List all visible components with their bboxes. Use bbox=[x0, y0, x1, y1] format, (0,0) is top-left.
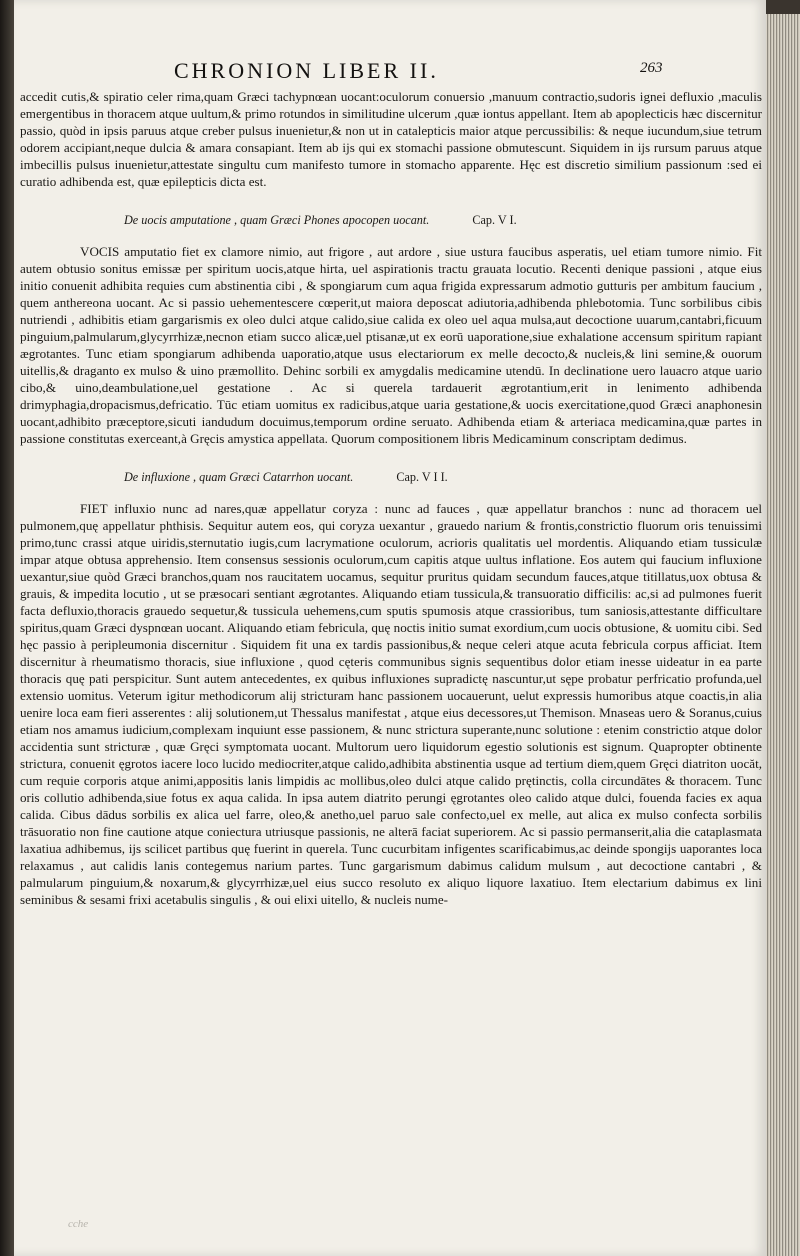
scan-border-left bbox=[0, 0, 14, 1256]
book-page-edges bbox=[766, 0, 800, 1256]
running-head-title: CHRONION LIBER II. bbox=[174, 58, 439, 83]
running-head bbox=[14, 58, 766, 88]
text-block bbox=[20, 88, 762, 908]
chapter-6-text: VOCIS amputatio fiet ex clamore nimio, aut frigore , aut ardore , siue ustura faucibus asperatis, uel etiam tumore nimio. Fit autem obtusio sonitus emissæ per spiritum uocis,atque hirta, uel aspirationis tractu grauata locutio. Recenti denique passioni , atque eius initio conuenit adhibita requies cum abstinentia cibi , & spongiarum cum aqua frigida expressarum admotio gutturis per ambitum faucium , quem anthereona uocant. Ac si passio uehementescere cœperit,ut maiora deposcat adiutoria,adhibenda phlebotomia. Tunc sorbilibus cibis nutriendi , adhibitis etiam gargarismis ex oleo dulci atque calido,siue calida ex oleo uel aqua mulsa,aut decoctione uuarum,cantabri,ficuum pinguium,palmularum,glycyrrhizæ,necnon etiam succo alicæ,uel ptisanæ,ut ex eorū uaporatione,siue exhalatione accensum spiritum rapiant ægrotantes. Tunc etiam spongiarum adhibenda uaporatio,atque usus electariorum ex melle decocto,& nucleis,& lini semine,& ouorum uitellis,& draganto ex mulso & uino præmollito. Dehinc sorbili ex amygdalis medicamine utendū. In declinatione uero lauacro atque uario cibo,& uino,deambulatione,uel gestatione . Ac si querela tardauerit ægrotantium,erit in lenimento adhibenda drimyphagia,dropacismus,defricatio. Tūc etiam uomitus ex radicibus,atque uaria gestatione,& uocis exercitatione,quod Græci anaphonesin uocant,adhibito præceptore,sicuti iandudum docuimus,temporum ordine seruato. Adhibenda etiam & arteriaca medicamina,quæ partes in passione constitutas exerceant,à Gręcis amystica appellata. Quorum compositionem libris Medicaminum conscriptam dedimus. bbox=[20, 244, 762, 446]
chapter-6-title: De uocis amputatione , quam Græci Phones apocopen uocant. bbox=[124, 213, 430, 227]
chapter-7-text: FIET influxio nunc ad nares,quæ appellatur coryza : nunc ad fauces , quæ appellatur branchos : nunc ad thoracem uel pulmonem,quę appellatur phthisis. Sequitur autem eos, qui coryza uexantur , grauedo narium & frontis,constrictio fluorum oris tenuissimi primo,tunc crassi atque uiridis,sternutatio iugis,cum lacrymatione oculorum, acrioris qualitatis uel mordentis. Aliquando etiam tussiculæ impar atque obtusa apprehensio. Item consensus sessionis oculorum,cum capitis atque uultus inflatione. Eos autem qui faucium influxione uexantur,siue quòd Græci branchos,quam nos raucitatem uocamus, sequitur pruritus quidam secundum fauces,atque titillatus,uox obtusa & grauis, & impedita locutio , ut se præsocari sentiant ægrotantes. Aliquando etiam tussicula,& transuoratio difficilis: ac,si ad pulmones fuerit facta defluxio,thoracis grauedo sequetur,& tussicula uehemens,cum sputis spumosis atque crassioribus, tum saniosis,attestante difficultare spiritus,quam Græci dyspnœan uocant. Aliquando etiam febricula, quę noctis initio sumat exordium,cum uocis obtusione, & uomitu cibi. Sed hęc passio à peripleumonia discernitur . Siquidem fit una ex tardis passionibus,& neque celeri atque acuta febricula corpus afficiat. Item discernitur à rheumatismo thoracis, siue influxione , quod cęteris communibus signis sequentibus dolor etiam inesse uideatur in ea parte thoracis quę pati perspicitur. Sunt autem antecedentes, ex quibus influxiones supradictę nascuntur,ut sępe probatur perfricatio profunda,uel extensio uomitus. Veterum igitur methodicorum alij stricturam hanc passionem uocauerunt, uelut expressis humoribus atque coactis,in alia uenire loca eam fieri asserentes : alij solutionem,ut Thessalus manifestat , atque eius decessores,ut Themison. Mnaseas uero & Soranus,cuius etiam nos amamus iudicium,complexam inquiunt esse passionem, & nunc strictura superante,nunc solutione : etenim constrictio atque dolor accidentia sunt stricturæ , quæ Gręci symptomata uocant. Multorum uero liquidorum egestio solutionis est signum. Quapropter obtinente strictura, conuenit ęgrotos iacere loco lucido mediocriter,atque calido,adhibita abstinentia usque ad tertium diem,quem Gręci diatriton uocăt, cum requie corporis atque animi,appositis lanis limpidis ac mollibus,oleo dulci atque calido prętinctis, colla circundātes & thoracem. Tunc oris collutio adhibenda,siue fotus ex aqua calida. In ipsa autem diatrito perungi ęgrotantes oleo calido atque dulci, fouenda facies ex aqua calida. Cibus dādus sorbilis ex alica uel farre, oleo,& anetho,uel paruo sale confecto,uel ex melle, aut alica ex mulso confecta sorbilis trāsuoratio non fine cautione atque coniectura utriusque passionis, ne alterā faciat superiorem. Ac si passio permanserit,alia die cataplasmata laxatiua adhibemus, ijs scilicet partibus quę fuerint in querela. Tunc cucurbitam infigentes scarificabimus,ac deinde spongijs uaporantes loca relaxamus , aut calidis lanis contegemus narium partes. Tunc gargarismum dabimus calidum mulsum , aut decoctione cantabri , & palmularum pinguium,& noxarum,& glycyrrhizæ,uel eius succo resoluto ex aliquo liquore laxatiuo. Item electarium dabimus ex lini seminibus & sesami frixi acetabulis singulis , & oui elixi uitello, & nucleis nume- bbox=[20, 501, 762, 907]
chapter-7-heading bbox=[20, 469, 762, 486]
book-page bbox=[14, 0, 766, 1256]
scan-border-top bbox=[766, 0, 800, 14]
library-stamp: cche bbox=[68, 1218, 89, 1230]
intro-paragraph: accedit cutis,& spiratio celer rima,quam Græci tachypnœan uocant:oculorum conuersio ,manuum contractio,sudoris ignei defluxio ,maculis emergentibus in thoracem atque uultum,& primo rotundos in similitudine ulcerum ,quæ iontus appellant. Item ab apoplecticis hæc discernitur passio, quòd in ipsis paruus atque creber pulsus inuenietur,& non ut in catalepticis maior atque percussibilis: & neque iucundum,siue tetrum odorem accipiant,neque dulcia & amara consapiant. Item ab ijs qui ex stomachi passione obmutescunt. Siquidem in ijs rursum paruus atque imbecillis pulsus inuenietur,attestate singultu cum manifesto tumore in stomacho apparente. Hęc est discretio similium passionum :sed ei curatio adhibenda est, quæ epilepticis dicta est. bbox=[20, 89, 762, 189]
chapter-7-number: Cap. V I I. bbox=[396, 470, 448, 484]
chapter-6-heading bbox=[20, 212, 762, 229]
chapter-6-number: Cap. V I. bbox=[472, 213, 517, 227]
chapter-7-title: De influxione , quam Græci Catarrhon uocant. bbox=[124, 470, 354, 484]
page-number: 263 bbox=[640, 60, 663, 76]
